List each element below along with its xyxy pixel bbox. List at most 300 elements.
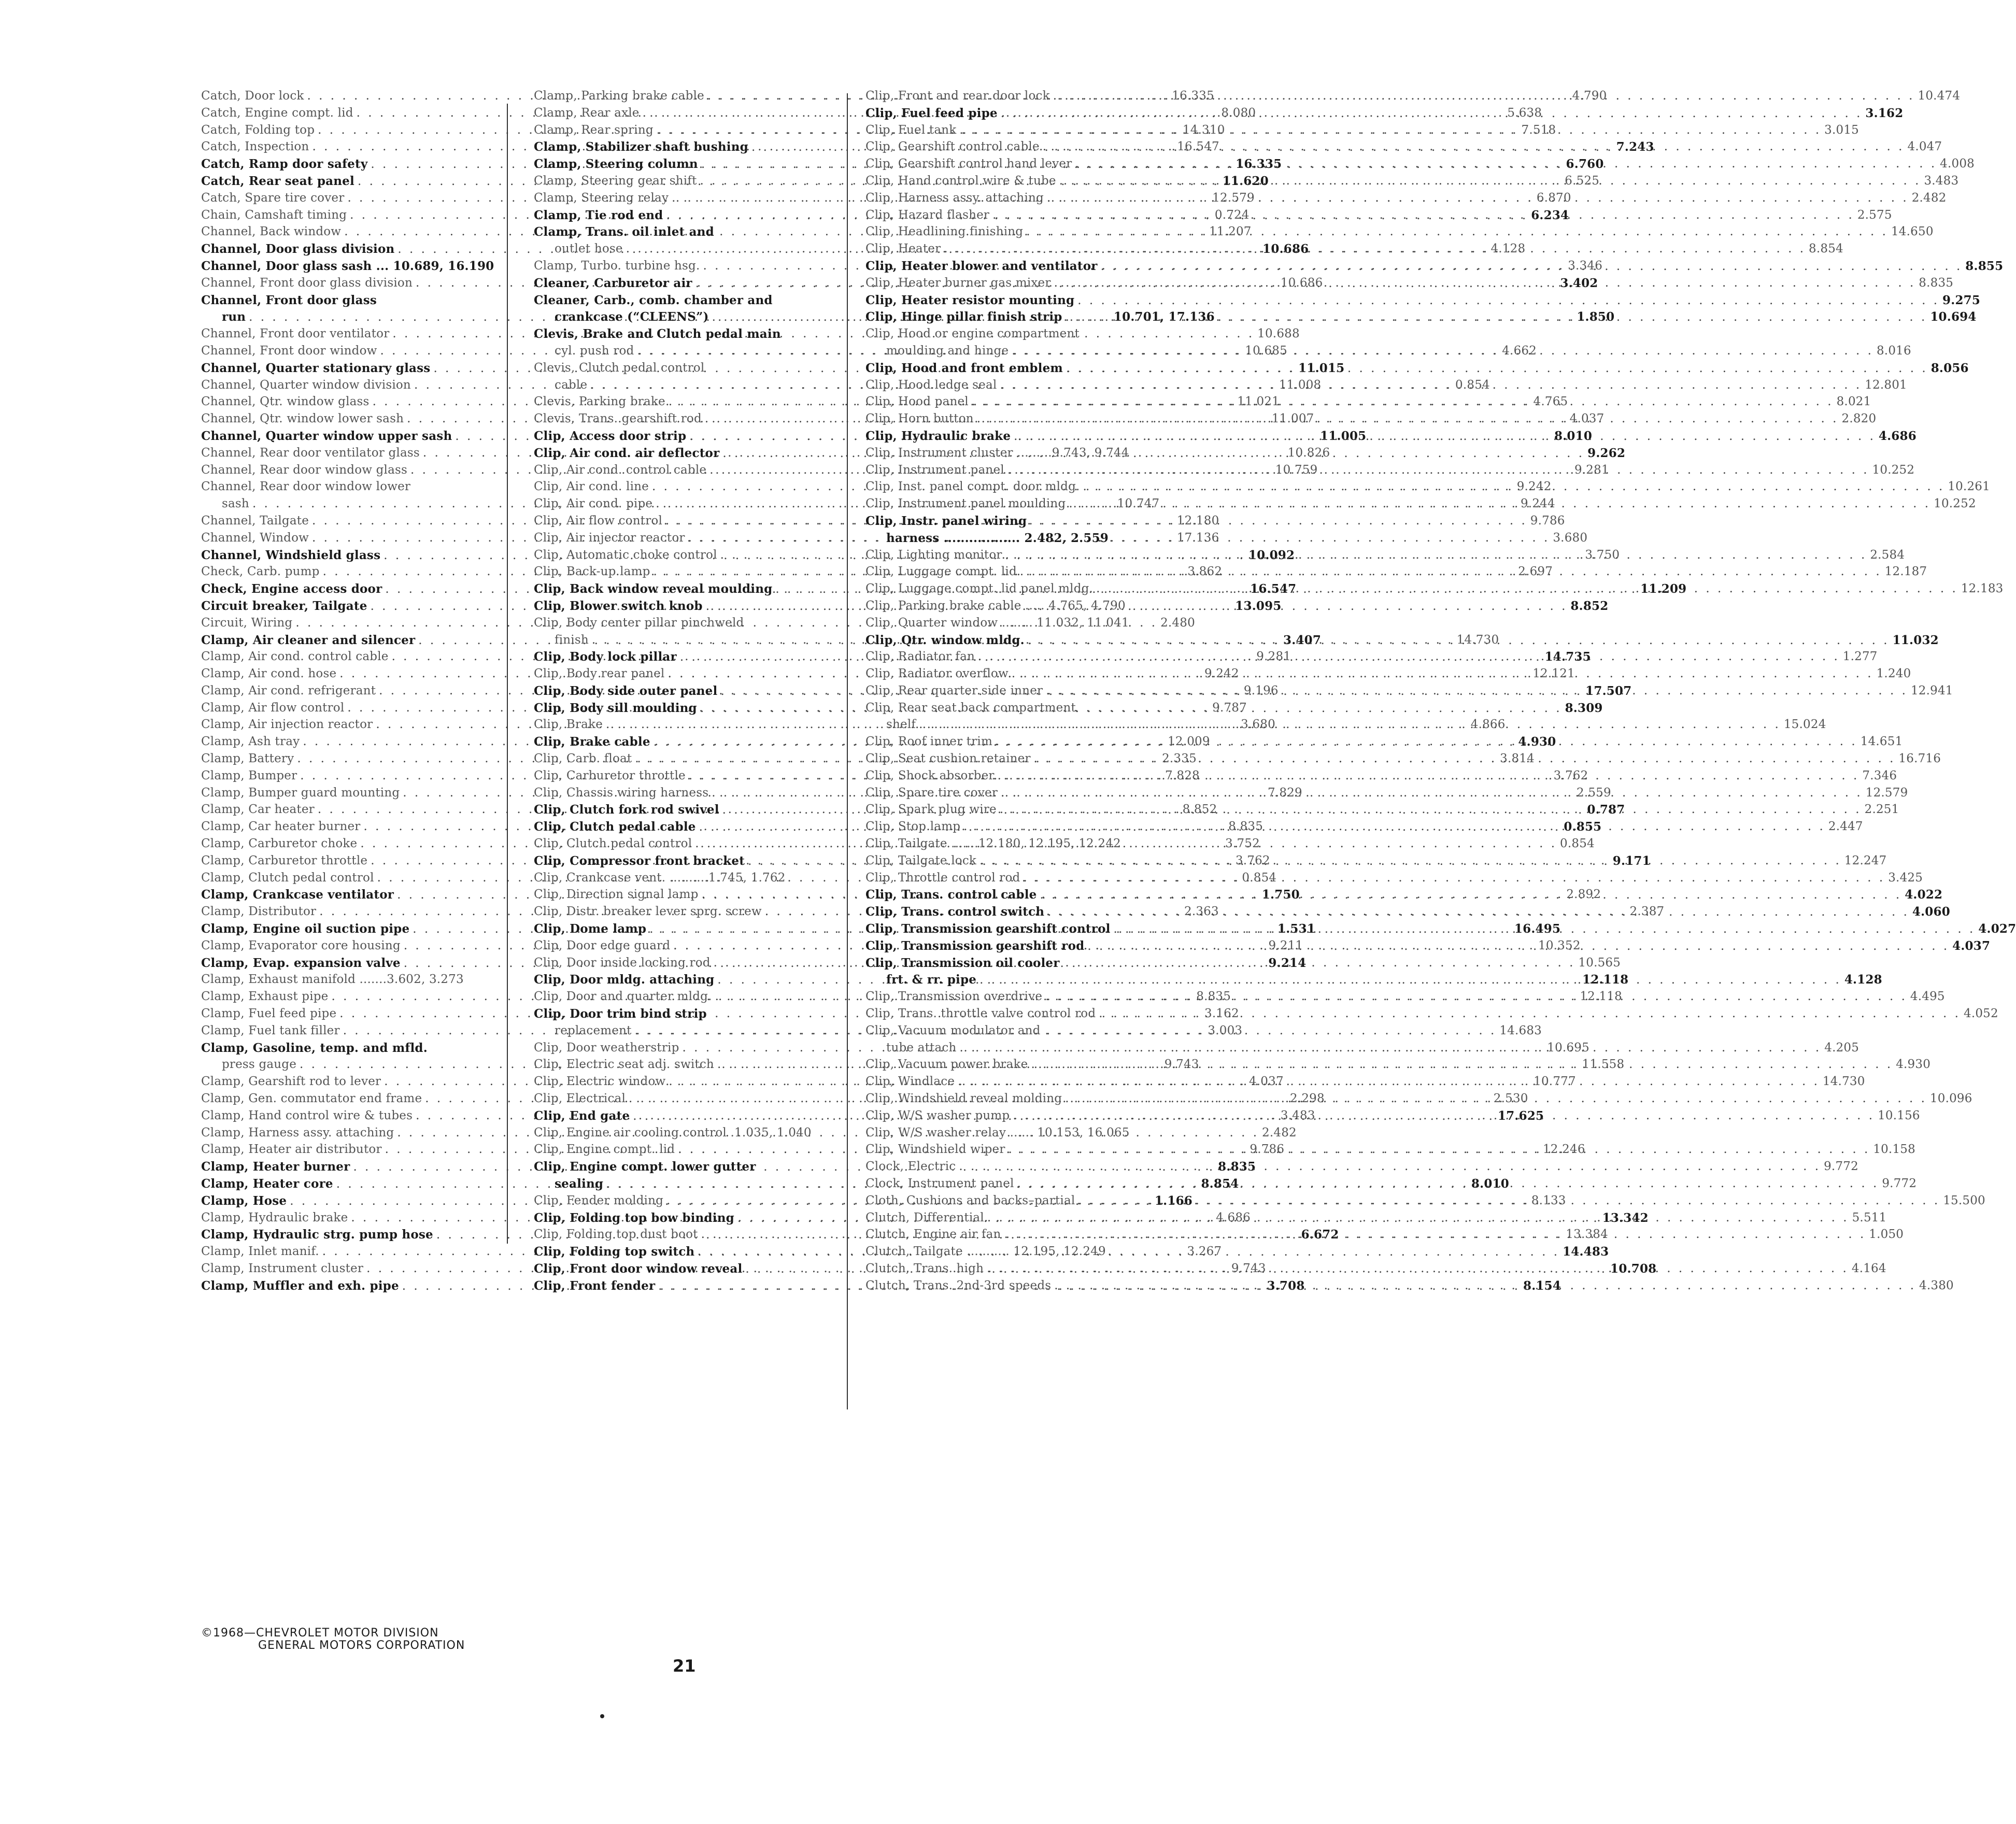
- section-reference: 2.697: [1518, 565, 1553, 579]
- entry-text: Clip, Heater resistor mounting: [865, 293, 1075, 307]
- entry-text: Channel, Front door glass: [201, 293, 377, 307]
- section-reference: 2.447: [1828, 820, 1863, 834]
- section-reference: 10.686: [1262, 242, 1309, 256]
- entry-text: Clip, Door edge guard: [534, 938, 671, 952]
- section-reference: 15.500: [1943, 1193, 1985, 1207]
- section-reference: 11.007: [1271, 412, 1314, 426]
- entry-text: Clip, Air cond. air deflector: [534, 446, 720, 460]
- index-entry: [865, 1245, 1167, 1262]
- section-reference: 4.037: [1952, 938, 1991, 953]
- entry-text: Clip, Clutch pedal control: [534, 837, 692, 851]
- entry-text: Clamp, Steering column: [534, 157, 698, 172]
- entry-text: outlet hose: [555, 242, 623, 256]
- section-reference: 8.854: [1809, 242, 1843, 256]
- entry-text: Clamp, Hand control wire & tubes: [201, 1108, 413, 1122]
- section-reference: 8.835: [1228, 820, 1263, 834]
- section-reference: 11.207: [1209, 225, 1252, 239]
- entry-text: Clamp, Steering relay: [534, 191, 669, 205]
- section-reference: 3.407: [1283, 633, 1322, 647]
- section-reference: 12.121: [1532, 667, 1575, 681]
- leader-dots: [1101, 260, 1963, 273]
- section-reference: 3.680: [1553, 531, 1588, 545]
- index-entry: [865, 446, 1167, 463]
- entry-text: Clip, Heater: [865, 242, 941, 256]
- leader-dots: [1012, 667, 1873, 680]
- leader-dots: [979, 854, 1841, 867]
- entry-text: Channel, Windshield glass: [201, 548, 381, 562]
- section-reference: 17.136: [1176, 531, 1219, 545]
- section-reference: 3.708: [1267, 1278, 1305, 1293]
- entry-text: Clip, Body center pillar pinchweld: [534, 616, 744, 630]
- entry-text: Clamp, Turbo. turbine hsg.: [534, 259, 700, 273]
- entry-text: Clutch, Trans. high: [865, 1261, 984, 1275]
- section-reference: 12.941: [1910, 683, 1953, 697]
- section-reference: 14.651: [1860, 735, 1903, 749]
- leader-dots: [1001, 786, 1863, 800]
- section-reference: 10.759: [1275, 463, 1318, 477]
- section-reference: 5.511: [1852, 1210, 1887, 1224]
- section-reference: 8.010: [1471, 1177, 1509, 1191]
- entry-text: Clip, Vacuum power brake: [865, 1058, 1028, 1072]
- section-reference: 11.558: [1582, 1058, 1625, 1072]
- section-reference: 10.158: [1873, 1143, 1915, 1157]
- section-reference: 3.483: [1924, 174, 1959, 188]
- section-reference: 8.835: [1919, 276, 1954, 290]
- entry-text: Clip, Body sill moulding: [534, 701, 697, 715]
- entry-text: Clip, Hood and front emblem: [865, 361, 1063, 375]
- leader-dots: [1046, 684, 1908, 697]
- leader-dots: [1066, 310, 1927, 324]
- entry-text: Clip, Shock absorber: [865, 768, 995, 782]
- entry-text: Clip, W/S washer relay ...... 10.153, 16.065: [865, 1125, 1130, 1139]
- index-entry: [201, 480, 500, 497]
- section-reference: 9.244: [1520, 497, 1555, 511]
- leader-dots: [1065, 1092, 1927, 1105]
- section-reference: 7.243: [1616, 140, 1654, 154]
- leader-dots: [1087, 939, 1949, 953]
- section-reference: 12.118: [1580, 990, 1623, 1004]
- entry-text: Clamp, Air cleaner and silencer: [201, 633, 416, 647]
- section-reference: 0.855: [1564, 820, 1602, 834]
- section-reference: 0.787: [1587, 803, 1625, 817]
- index-entry: [865, 293, 1981, 310]
- entry-text: Clamp, Stabilizer shaft bushing: [534, 140, 748, 154]
- section-reference: 4.790: [1572, 89, 1607, 103]
- section-reference: 8.154: [1523, 1278, 1561, 1293]
- section-reference: 9.171: [1612, 853, 1651, 868]
- entry-text: Clamp, Fuel tank filler: [201, 1023, 340, 1037]
- entry-text: Clip, Quarter window ........ 11.032, 11.041: [865, 616, 1129, 630]
- entry-text: Channel, Quarter window upper sash: [201, 429, 452, 443]
- section-reference: 11.209: [1640, 582, 1687, 596]
- entry-text: Channel, Rear door ventilator glass: [201, 446, 420, 460]
- entry-text: Clip, Brake: [534, 718, 603, 732]
- entry-text: replacement: [555, 1023, 632, 1037]
- entry-text: Clamp, Engine oil suction pipe: [201, 922, 410, 936]
- entry-text: Clamp, Parking brake cable: [534, 89, 704, 103]
- section-reference: 2.584: [1870, 548, 1905, 562]
- entry-text: Clutch, Trans. 2nd-3rd speeds: [865, 1278, 1052, 1292]
- entry-text: Clip, Carburetor throttle: [534, 768, 686, 782]
- entry-text: Clip, Body side outer panel: [534, 683, 718, 698]
- leader-dots: [1043, 140, 1905, 153]
- section-reference: 4.128: [1844, 973, 1882, 987]
- entry-text: Channel, Window: [201, 531, 309, 545]
- entry-text: Clip, Radiator overflow: [865, 667, 1009, 681]
- section-reference: 11.021: [1237, 395, 1280, 409]
- leader-dots: [1077, 294, 1939, 307]
- section-reference: 1.050: [1869, 1228, 1904, 1242]
- section-reference: 12.247: [1844, 853, 1887, 867]
- entry-text: Clip, Folding top dust boot: [534, 1228, 698, 1242]
- section-reference: 16.335: [1172, 89, 1214, 103]
- entry-text: Clip, Air cond. line: [534, 480, 649, 494]
- index-entry: [534, 327, 835, 344]
- leader-dots: [1000, 378, 1862, 392]
- entry-text: Clip, Brake cable: [534, 735, 650, 749]
- section-reference: 4.164: [1851, 1261, 1886, 1275]
- section-reference: 3.162: [1204, 1007, 1239, 1021]
- entry-text: Clip, Throttle control rod: [865, 871, 1020, 885]
- entry-text: Clip, Door mldg. attaching: [534, 973, 715, 987]
- section-reference: 10.096: [1929, 1092, 1972, 1106]
- entry-text: Clip, Lighting monitor: [865, 548, 1002, 562]
- entry-text: Clip, Air cond. pipe: [534, 497, 653, 511]
- section-reference: 10.685: [1245, 344, 1287, 358]
- section-reference: 3.814: [1500, 752, 1535, 766]
- print-speck: [600, 1714, 604, 1718]
- entry-text: Clamp, Heater burner: [201, 1160, 350, 1174]
- entry-text: Clip, Engine compt. lid: [534, 1143, 675, 1157]
- entry-text: Clip, Transmission overdrive: [865, 990, 1043, 1004]
- entry-text: run: [222, 310, 246, 324]
- entry-text: Clip, Headlining finishing: [865, 225, 1024, 239]
- section-reference: 11.008: [1279, 378, 1322, 392]
- section-reference: 12.246: [1542, 1143, 1585, 1157]
- entry-text: crankcase (“CLEENS”): [555, 310, 709, 324]
- entry-text: Clip, Rear quarter side inner: [865, 683, 1043, 697]
- section-reference: 4.037: [1248, 1075, 1284, 1089]
- section-reference: 3.425: [1888, 871, 1923, 885]
- entry-text: moulding and hinge: [886, 344, 1009, 358]
- section-reference: 3.267: [1187, 1245, 1222, 1259]
- section-reference: 15.024: [1783, 718, 1826, 732]
- entry-text: Clip, Transmission gearshift control: [865, 922, 1111, 936]
- section-reference: 3.483: [1280, 1108, 1315, 1122]
- section-reference: 13.384: [1566, 1228, 1608, 1242]
- entry-text: Clamp, Heater air distributor: [201, 1143, 382, 1157]
- section-reference: 10.701, 17.136: [1113, 310, 1215, 324]
- entry-text: Clip, Radiator fan: [865, 650, 975, 664]
- section-reference: 10.261: [1948, 480, 1990, 494]
- section-reference: 3.162: [1865, 106, 1904, 120]
- section-reference: 4.686: [1216, 1210, 1251, 1224]
- section-reference: 8.852: [1182, 803, 1217, 817]
- section-reference: 1.531: [1277, 922, 1316, 936]
- entry-text: Clip, Rear seat back compartment: [865, 701, 1076, 715]
- section-reference: 10.252: [1934, 497, 1976, 511]
- entry-text: Check, Carb. pump: [201, 565, 320, 579]
- entry-text: Clip, Hydraulic brake: [865, 429, 1011, 443]
- entry-text: Clip, Dome lamp: [534, 922, 647, 936]
- section-reference: 9.281: [1574, 463, 1609, 477]
- entry-text: Clip, Inst. panel compt. door mldg.: [865, 480, 1080, 494]
- section-reference: 2.251: [1864, 803, 1899, 817]
- section-reference: 9.242: [1204, 667, 1239, 681]
- entry-text: harness .................. 2.482, 2.559: [886, 531, 1109, 545]
- section-reference: 1.750: [1261, 888, 1300, 902]
- section-reference: 3.750: [1585, 548, 1620, 562]
- section-reference: 9.196: [1243, 683, 1279, 697]
- index-entry: [534, 1160, 835, 1177]
- section-reference: 4.930: [1896, 1058, 1931, 1072]
- section-reference: 4.205: [1824, 1041, 1859, 1054]
- entry-text: Clip, Fuel tank: [865, 123, 957, 137]
- section-reference: 12.118: [1582, 973, 1629, 987]
- leader-dots: [992, 208, 1854, 222]
- entry-text: Clevis, Trans. gearshift rod: [534, 412, 702, 426]
- leader-dots: [1054, 276, 1916, 290]
- section-reference: 2.480: [1160, 616, 1195, 630]
- entry-text: Clamp, Carburetor throttle: [201, 853, 368, 867]
- index-entry: [534, 871, 835, 888]
- index-entry: [865, 1024, 1167, 1041]
- leader-dots: [996, 735, 1857, 748]
- section-reference: 3.762: [1553, 768, 1588, 782]
- section-reference: 9.281: [1256, 650, 1291, 664]
- section-reference: 11.005: [1320, 429, 1367, 443]
- section-reference: 10.688: [1257, 327, 1300, 341]
- entry-text: press gauge: [222, 1058, 297, 1072]
- leader-dots: [1047, 905, 1909, 919]
- section-reference: 8.010: [1554, 429, 1593, 443]
- entry-text: Clip, Trans. control switch: [865, 905, 1045, 919]
- entry-text: Clip, Fuel feed pipe: [865, 106, 998, 120]
- entry-text: Clip, Electric window: [534, 1075, 666, 1089]
- entry-text: Clip, Luggage compt. lid: [865, 565, 1017, 579]
- entry-text: Cleaner, Carburetor air: [534, 276, 692, 290]
- entry-text: Clamp, Air cond. control cable: [201, 650, 389, 664]
- section-reference: 6.870: [1536, 191, 1571, 205]
- entry-text: Clamp, Evap. expansion valve: [201, 956, 401, 970]
- section-reference: 5.638: [1507, 106, 1542, 120]
- section-reference: 2.530: [1493, 1092, 1528, 1106]
- entry-text: Clamp, Muffler and exh. pipe: [201, 1278, 399, 1293]
- entry-text: Channel, Front door glass division: [201, 276, 413, 290]
- entry-text: Clamp, Air injection reactor: [201, 718, 373, 732]
- entry-text: Clip, Door trim bind strip: [534, 1007, 707, 1021]
- leader-dots: [944, 242, 1806, 255]
- entry-text: Clamp, Steering gear shift: [534, 174, 697, 188]
- entry-text: sealing: [555, 1177, 604, 1191]
- section-reference: 4.495: [1910, 990, 1945, 1004]
- entry-text: Clip, Windlace: [865, 1075, 955, 1089]
- entry-text: Clip, Engine compt. lower gutter: [534, 1160, 756, 1174]
- section-reference: 16.547: [1250, 582, 1297, 596]
- section-reference: 2.575: [1857, 208, 1892, 222]
- leader-dots: [1040, 888, 1901, 902]
- entry-text: Clip, Roof inner trim: [865, 735, 992, 749]
- entry-text: Clip, Air injector reactor: [534, 531, 685, 545]
- entry-text: Channel, Rear door window glass: [201, 463, 408, 477]
- section-reference: 12.180: [1176, 514, 1219, 528]
- section-reference: 4.027: [1978, 922, 2016, 936]
- entry-text: Catch, Inspection: [201, 140, 309, 154]
- entry-text: Clip, Blower switch knob: [534, 598, 703, 613]
- section-reference: 4.052: [1963, 1007, 1998, 1021]
- section-reference: 13.342: [1602, 1210, 1649, 1225]
- entry-text: Clip, Air flow control: [534, 514, 663, 528]
- section-reference: 16.716: [1898, 752, 1941, 766]
- entry-text: Clamp, Hose: [201, 1193, 287, 1208]
- index-entry: [865, 701, 1167, 718]
- section-reference: 4.022: [1905, 888, 1943, 902]
- entry-text: Clip, Horn button: [865, 412, 974, 426]
- entry-text: Channel, Front door window: [201, 344, 377, 358]
- section-reference: 3.862: [1187, 565, 1223, 579]
- entry-text: Clip, Back window reveal moulding: [534, 582, 773, 596]
- entry-text: Circuit breaker, Tailgate: [201, 598, 367, 613]
- entry-text: Clamp, Exhaust pipe: [201, 990, 329, 1004]
- section-reference: 1.240: [1876, 667, 1911, 681]
- index-entry: [534, 1126, 835, 1143]
- section-reference: 11.015: [1298, 361, 1345, 375]
- entry-text: Clamp, Car heater: [201, 803, 315, 817]
- index-entry: [865, 1126, 1167, 1143]
- leader-dots: [958, 1075, 1820, 1088]
- leader-dots: [977, 412, 1839, 425]
- section-reference: 9.743: [1231, 1261, 1266, 1275]
- index-entry: [201, 293, 500, 310]
- entry-text: Clutch, Differential: [865, 1210, 984, 1224]
- entry-text: Cleaner, Carb., comb. chamber and: [534, 293, 773, 307]
- entry-text: Clip, Crankcase vent. ..........1.745, 1.762: [534, 871, 786, 885]
- entry-text: Catch, Rear seat panel: [201, 174, 354, 188]
- entry-text: shelf: [886, 718, 916, 732]
- section-reference: 6.672: [1301, 1228, 1339, 1242]
- entry-text: Catch, Spare tire cover: [201, 191, 345, 205]
- entry-text: Clamp, Inlet manif.: [201, 1245, 319, 1259]
- entry-text: Clip, Stop lamp: [865, 820, 961, 834]
- entry-text: Channel, Tailgate: [201, 514, 309, 528]
- section-reference: 7.829: [1268, 786, 1302, 800]
- entry-text: Clamp, Distributor: [201, 905, 317, 919]
- leader-dots: [919, 718, 1781, 731]
- section-reference: 0.854: [1242, 871, 1277, 885]
- section-reference: 12.579: [1212, 191, 1255, 205]
- index-entry: [865, 327, 1167, 344]
- section-reference: 4.686: [1878, 429, 1916, 443]
- entry-text: Clamp, Evaporator core housing: [201, 938, 401, 952]
- leader-dots: [1078, 1194, 1940, 1207]
- entry-text: Clip, Hinge pillar finish strip: [865, 310, 1062, 324]
- entry-text: Clip, Heater blower and ventilator: [865, 259, 1098, 273]
- section-reference: 9.242: [1516, 480, 1552, 494]
- index-entry: [201, 259, 500, 276]
- section-reference: 14.650: [1891, 225, 1934, 239]
- section-reference: 10.156: [1878, 1108, 1920, 1122]
- section-reference: 12.579: [1865, 786, 1908, 800]
- entry-text: Clip, Engine air cooling control .1.035, 1.040: [534, 1125, 812, 1139]
- entry-text: Clip, Hazard flasher: [865, 208, 990, 222]
- section-reference: 13.095: [1235, 598, 1282, 613]
- section-reference: 4.662: [1502, 344, 1537, 358]
- section-reference: 8.855: [1965, 259, 2004, 273]
- entry-text: Clutch, Engine air fan: [865, 1228, 1001, 1242]
- entry-text: Clamp, Air cond. refrigerant: [201, 683, 376, 697]
- entry-text: Clip, Air cond. control cable: [534, 463, 707, 477]
- section-reference: 3.680: [1241, 718, 1275, 732]
- entry-text: Clip, Spare tire cover: [865, 786, 998, 800]
- section-reference: 12.009: [1168, 735, 1210, 749]
- leader-dots: [972, 395, 1834, 408]
- entry-text: Clip, Compressor front bracket: [534, 853, 745, 868]
- section-reference: 4.765: [1533, 395, 1568, 409]
- section-reference: 2.559: [1576, 786, 1611, 800]
- section-reference: 2.335: [1162, 752, 1197, 766]
- entry-text: Clip, Gearshift control hand lever: [865, 157, 1072, 171]
- leader-dots: [959, 1160, 1821, 1173]
- section-reference: 1.850: [1577, 310, 1615, 324]
- leader-dots: [1053, 89, 1915, 103]
- entry-text: Clip, Electric seat adj. switch: [534, 1058, 714, 1072]
- entry-text: Clamp, Gen. commutator end frame: [201, 1092, 422, 1106]
- section-reference: 8.309: [1565, 701, 1603, 715]
- leader-dots: [1059, 174, 1921, 188]
- entry-text: Clamp, Bumper guard mounting: [201, 786, 400, 800]
- entry-text: Clip, Trans. control cable: [865, 888, 1037, 902]
- entry-text: Catch, Engine compt. lid: [201, 106, 353, 120]
- section-reference: 14.735: [1544, 650, 1591, 664]
- section-reference: 4.008: [1940, 157, 1975, 171]
- leader-dots: [1005, 548, 1867, 562]
- leader-dots: [1054, 1279, 1916, 1292]
- entry-text: Clamp, Air cond. hose: [201, 667, 337, 681]
- entry-text: Clock, Instrument panel: [865, 1177, 1014, 1190]
- entry-text: Catch, Ramp door safety: [201, 157, 368, 172]
- section-reference: 8.835: [1218, 1160, 1256, 1174]
- leader-dots: [1066, 362, 1928, 375]
- entry-text: Channel, Rear door window lower: [201, 480, 411, 494]
- entry-text: Chain, Camshaft timing: [201, 208, 347, 222]
- entry-text: Clip, Seat cushion retainer: [865, 752, 1031, 766]
- section-reference: 0.854: [1455, 378, 1490, 392]
- entry-text: Clutch, Tailgate ........... 12.195, 12.249: [865, 1245, 1106, 1259]
- section-reference: 9.743: [1164, 1058, 1199, 1072]
- entry-text: Clip, Tailgate .......12.180, 12.195, 12.242: [865, 837, 1121, 851]
- leader-dots: [1004, 1228, 1866, 1241]
- section-reference: 0.854: [1560, 837, 1595, 851]
- entry-text: Clip, Hood panel: [865, 395, 969, 409]
- section-reference: 10.686: [1280, 276, 1323, 290]
- entry-text: Clamp, Carburetor choke: [201, 837, 358, 851]
- entry-text: Channel, Qtr. window lower sash: [201, 412, 404, 426]
- leader-dots: [1017, 1177, 1879, 1190]
- entry-text: Clamp, Trans. oil inlet and: [534, 225, 714, 239]
- leader-dots: [1075, 157, 1937, 170]
- section-reference: 14.310: [1182, 123, 1225, 137]
- index-entry: [865, 837, 1167, 854]
- index-entry: [201, 1041, 500, 1058]
- section-reference: 2.363: [1184, 905, 1219, 919]
- entry-text: Clip, Transmission oil cooler: [865, 956, 1060, 970]
- copyright-line-2: GENERAL MOTORS CORPORATION: [258, 1639, 465, 1652]
- entry-text: Clamp, Hydraulic brake: [201, 1210, 348, 1224]
- index-entry: [865, 956, 1167, 973]
- section-reference: 3.762: [1235, 853, 1270, 867]
- leader-dots: [979, 973, 1841, 987]
- entry-text: Clamp, Tie rod end: [534, 208, 663, 222]
